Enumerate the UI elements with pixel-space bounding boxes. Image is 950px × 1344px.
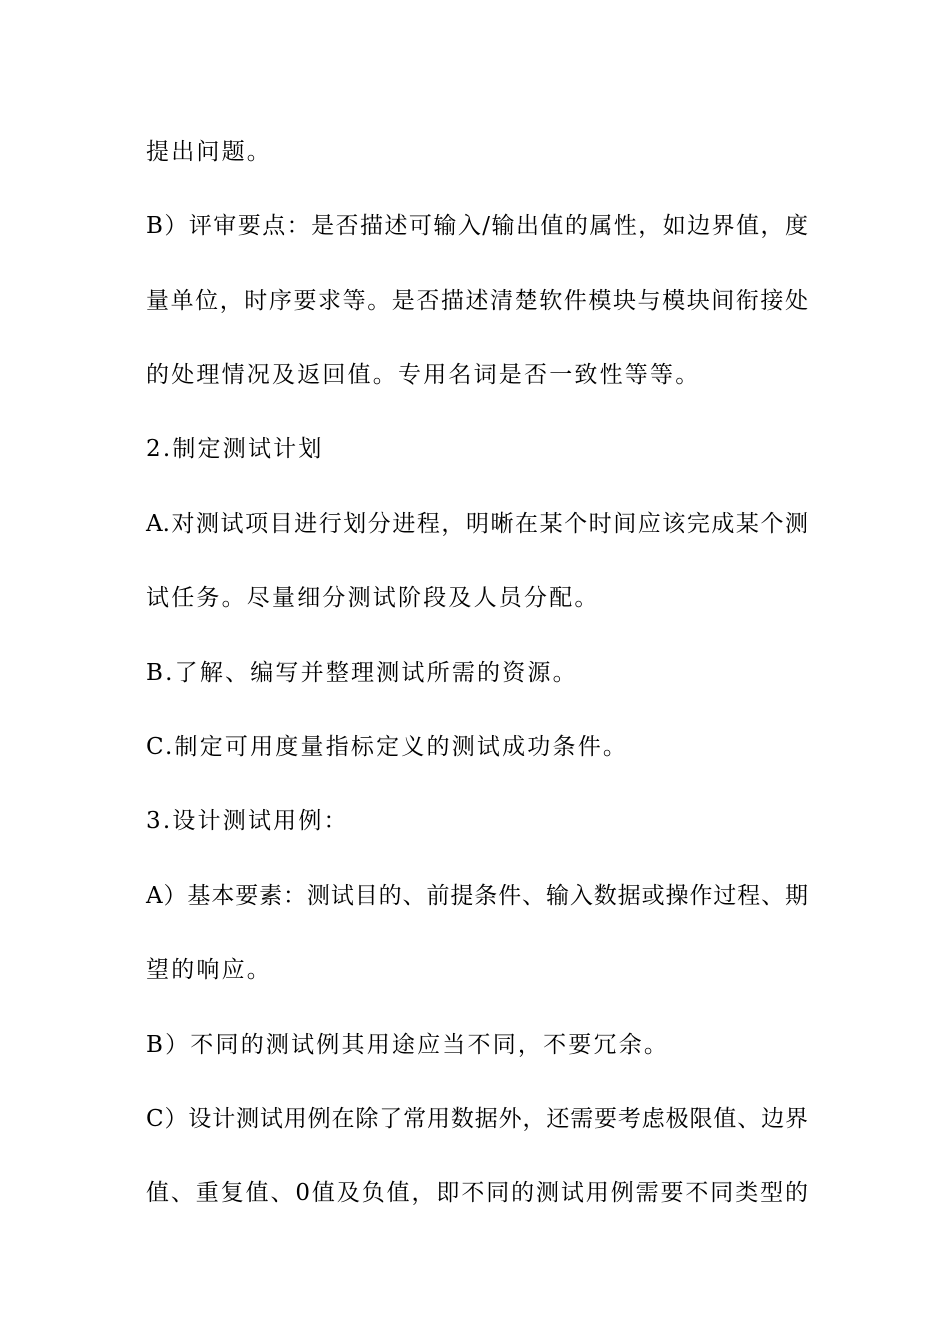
paragraph-line: 的处理情况及返回值。专用名词是否一致性等等。: [146, 362, 701, 388]
paragraph-line: B.了解、编写并整理测试所需的资源。: [146, 660, 578, 686]
paragraph-line: A）基本要素：测试目的、前提条件、输入数据或操作过程、期: [146, 883, 808, 909]
paragraph-line: C.制定可用度量指标定义的测试成功条件。: [146, 734, 629, 760]
section-heading: 3.设计测试用例：: [146, 808, 349, 834]
paragraph-line: B）评审要点：是否描述可输入/输出值的属性，如边界值，度: [146, 213, 808, 239]
paragraph-line: A.对测试项目进行划分进程，明晰在某个时间应该完成某个测: [146, 511, 808, 537]
paragraph-line: 提出问题。: [146, 139, 272, 165]
paragraph-line: B）不同的测试例其用途应当不同，不要冗余。: [146, 1032, 670, 1058]
paragraph-line: 望的响应。: [146, 957, 272, 983]
paragraph-line: 试任务。尽量细分测试阶段及人员分配。: [146, 585, 600, 611]
paragraph-line: C）设计测试用例在除了常用数据外，还需要考虑极限值、边界: [146, 1106, 808, 1132]
paragraph-line: 值、重复值、0值及负值，即不同的测试用例需要不同类型的: [146, 1180, 808, 1206]
paragraph-line: 量单位，时序要求等。是否描述清楚软件模块与模块间衔接处: [146, 288, 808, 314]
section-heading: 2.制定测试计划: [146, 436, 324, 462]
